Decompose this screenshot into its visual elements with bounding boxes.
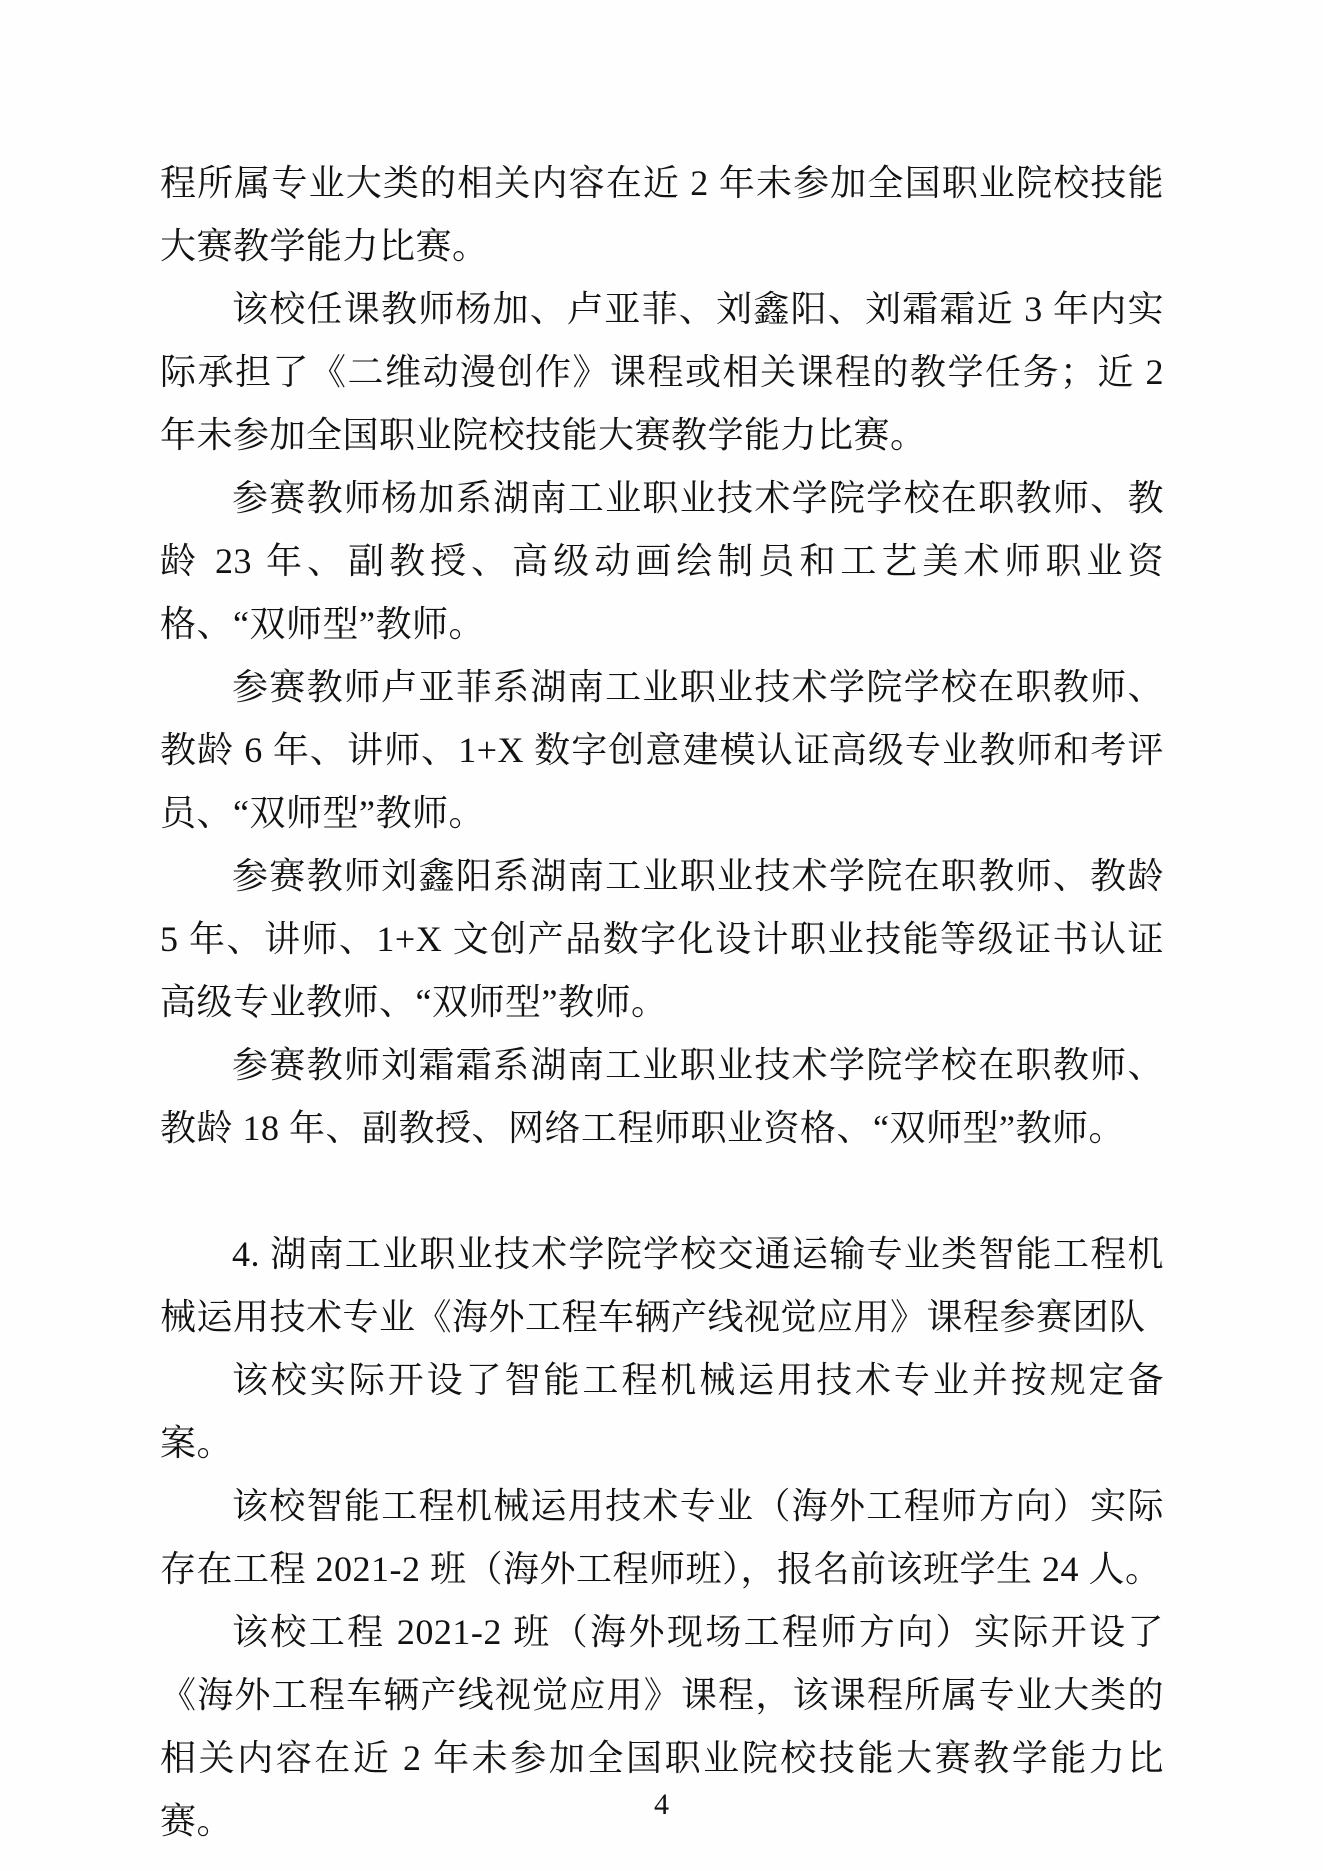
paragraph: 4. 湖南工业职业技术学院学校交通运输专业类智能工程机械运用技术专业《海外工程车辆产线视觉应用》课程参赛团队 [160,1234,1164,1337]
document-body [160,152,1164,1853]
paragraph: 参赛教师刘鑫阳系湖南工业职业技术学院在职教师、教龄 5 年、讲师、1+X 文创产品数字化设计职业技能等级证书认证高级专业教师、“双师型”教师。 [160,856,1164,1022]
paragraph: 参赛教师杨加系湖南工业职业技术学院学校在职教师、教龄 23 年、副教授、高级动画绘制员和工艺美术师职业资格、“双师型”教师。 [160,478,1164,644]
paragraph: 参赛教师卢亚菲系湖南工业职业技术学院学校在职教师、教龄 6 年、讲师、1+X 数字创意建模认证高级专业教师和考评员、“双师型”教师。 [160,667,1164,833]
paragraph: 程所属专业大类的相关内容在近 2 年未参加全国职业院校技能大赛教学能力比赛。 [160,163,1164,266]
paragraph: 参赛教师刘霜霜系湖南工业职业技术学院学校在职教师、教龄 18 年、副教授、网络工程师职业资格、“双师型”教师。 [160,1045,1164,1148]
paragraph: 该校实际开设了智能工程机械运用技术专业并按规定备案。 [160,1360,1164,1463]
paragraph: 该校智能工程机械运用技术专业（海外工程师方向）实际存在工程 2021-2 班（海外工程师班），报名前该班学生 24 人。 [160,1486,1164,1589]
page-number: 4 [654,1788,669,1821]
paragraph: 该校任课教师杨加、卢亚菲、刘鑫阳、刘霜霜近 3 年内实际承担了《二维动漫创作》课程或相关课程的教学任务；近 2 年未参加全国职业院校技能大赛教学能力比赛。 [160,289,1164,455]
paragraph: 该校工程 2021-2 班（海外现场工程师方向）实际开设了《海外工程车辆产线视觉应用》课程，该课程所属专业大类的相关内容在近 2 年未参加全国职业院校技能大赛教学能力比赛。 [160,1612,1164,1841]
